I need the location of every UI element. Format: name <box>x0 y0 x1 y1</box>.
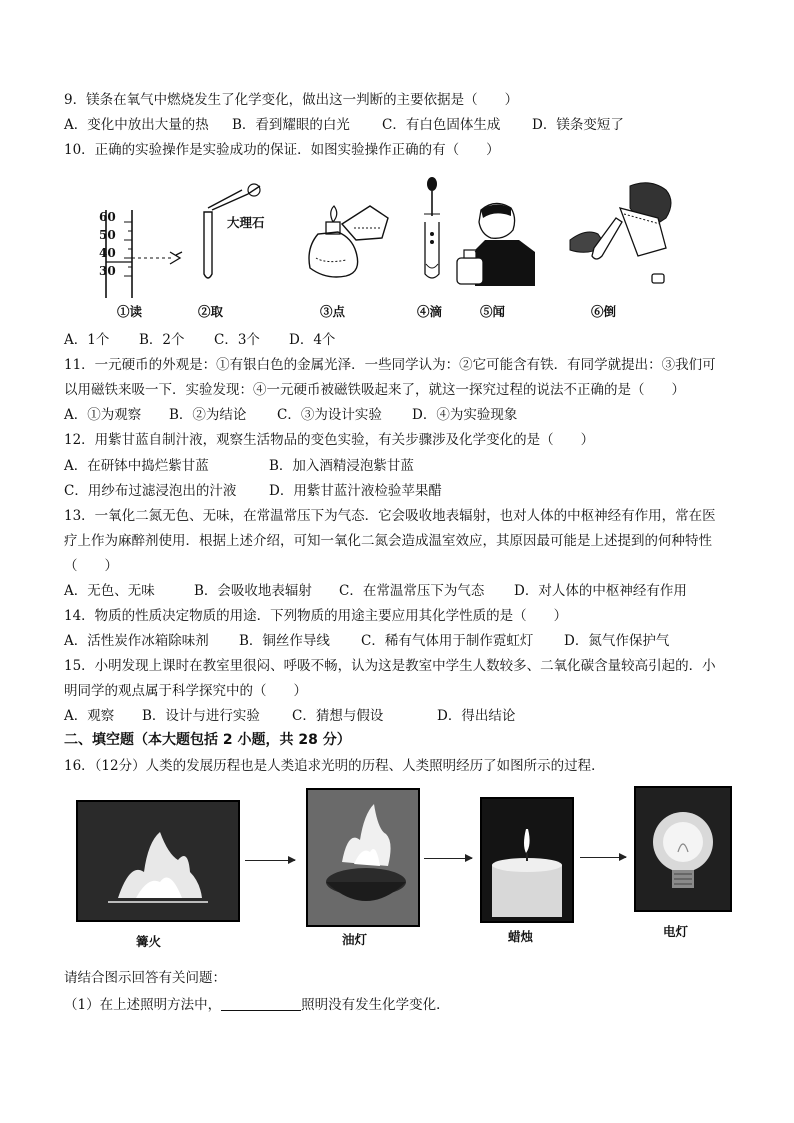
q15-option-b: B．设计与进行实验 <box>142 708 260 724</box>
smelling-figure <box>455 196 540 288</box>
tick-50: 50 <box>99 228 116 242</box>
tick-30: 30 <box>99 264 116 278</box>
q13-option-b: B．会吸收地表辐射 <box>194 583 312 599</box>
tick-60: 60 <box>99 210 116 224</box>
q16-prompt: 请结合图示回答有关问题： <box>64 970 226 986</box>
oil-lamp-photo <box>306 788 420 927</box>
dropper-figure <box>418 176 448 286</box>
q13-option-c: C．在常温常压下为气态 <box>339 583 485 599</box>
arrow-icon <box>424 858 472 859</box>
q11-option-d: D．④为实验现象 <box>412 407 518 423</box>
q13-options <box>64 581 687 601</box>
q11-option-a: A．①为观察 <box>64 407 142 423</box>
q14-option-c: C．稀有气体用于制作霓虹灯 <box>361 633 534 649</box>
q16-sub1-before: （1）在上述照明方法中， <box>64 997 222 1013</box>
candle-photo <box>480 797 574 923</box>
q12-options-row2 <box>64 481 442 501</box>
q10-option-b: B．2个 <box>139 332 185 348</box>
q15-option-a: A．观察 <box>64 708 115 724</box>
q14-option-b: B．铜丝作导线 <box>239 633 330 649</box>
alcohol-lamp-figure <box>296 188 396 288</box>
section-heading-fill-in: 二、填空题（本大题包括 2 小题，共 28 分） <box>64 732 351 748</box>
q10-options <box>64 330 335 350</box>
q13-stem-line2: 疗上作为麻醉剂使用．根据上述介绍，可知一氧化二氮会造成温室效应，其原因最可能是上述提到的何种特性 <box>64 533 712 549</box>
q14-options <box>64 631 669 651</box>
caption-take: ②取 <box>198 304 224 319</box>
cylinder-tick-labels <box>99 208 116 280</box>
q15-stem-line1: 15．小明发现上课时在教室里很闷、呼吸不畅，认为这是教室中学生人数较多、二氧化碳含量较高引起的．小 <box>64 658 716 674</box>
q12-option-d: D．用紫甘蓝汁液检验苹果醋 <box>269 483 442 499</box>
q11-stem-line2: 以用磁铁来吸一下．实验发现：④一元硬币被磁铁吸起来了，就这一探究过程的说法不正确的是（ ） <box>64 382 685 398</box>
q9-option-b: B．看到耀眼的白光 <box>232 117 350 133</box>
q16-stem: 16．（12分）人类的发展历程也是人类追求光明的历程、人类照明经历了如图所示的过程． <box>64 758 605 774</box>
caption-candle: 蜡烛 <box>508 929 534 944</box>
q10-option-c: C．3个 <box>214 332 260 348</box>
pouring-figure <box>558 178 688 288</box>
caption-read: ①读 <box>117 304 143 319</box>
q12-option-b: B．加入酒精浸泡紫甘蓝 <box>269 458 414 474</box>
q16-sub1-after: 照明没有发生化学变化． <box>301 997 450 1013</box>
q9-option-d: D．镁条变短了 <box>532 117 624 133</box>
caption-drip: ④滴 <box>417 304 443 319</box>
q15-option-c: C．猜想与假设 <box>292 708 384 724</box>
q14-option-a: A．活性炭作冰箱除味剂 <box>64 633 209 649</box>
q12-option-c: C．用纱布过滤浸泡出的汁液 <box>64 483 237 499</box>
caption-bonfire: 篝火 <box>136 934 162 949</box>
q12-option-a: A．在研钵中捣烂紫甘蓝 <box>64 458 209 474</box>
arrow-icon <box>245 860 295 861</box>
q12-stem: 12．用紫甘蓝自制汁液，观察生活物品的变色实验，有关步骤涉及化学变化的是（ ） <box>64 432 595 448</box>
q11-option-b: B．②为结论 <box>169 407 247 423</box>
marble-label: 大理石 <box>227 215 265 230</box>
q15-options <box>64 706 515 726</box>
caption-electric-lamp: 电灯 <box>663 924 689 939</box>
q13-stem-line3: （ ） <box>64 558 118 574</box>
q9-stem: 9．镁条在氧气中燃烧发生了化学变化，做出这一判断的主要依据是（ ） <box>64 92 519 108</box>
q10-option-d: D．4个 <box>289 332 336 348</box>
q11-stem-line1: 11．一元硬币的外观是：①有银白色的金属光泽．一些同学认为：②它可能含有铁．有同学就提出：③我们可 <box>64 357 716 373</box>
q13-option-d: D．对人体的中枢神经有作用 <box>514 583 687 599</box>
caption-oil-lamp: 油灯 <box>342 932 368 947</box>
q9-option-c: C．有白色固体生成 <box>382 117 501 133</box>
q14-stem: 14．物质的性质决定物质的用途．下列物质的用途主要应用其化学性质的是（ ） <box>64 608 568 624</box>
test-tube-marble-figure <box>196 180 286 290</box>
q13-option-a: A．无色、无味 <box>64 583 155 599</box>
bonfire-photo <box>76 800 240 922</box>
q11-option-c: C．③为设计实验 <box>277 407 382 423</box>
q9-option-a: A．变化中放出大量的热 <box>64 117 209 133</box>
caption-smell: ⑤闻 <box>480 304 506 319</box>
answer-blank[interactable] <box>221 996 301 1011</box>
q12-options-row1 <box>64 456 414 476</box>
q15-stem-line2: 明同学的观点属于科学探究中的（ ） <box>64 683 307 699</box>
caption-light: ③点 <box>320 304 346 319</box>
q10-option-a: A．1个 <box>64 332 110 348</box>
q13-stem-line1: 13．一氧化二氮无色、无味，在常温常压下为气态．它会吸收地表辐射，也对人体的中枢神经有作用，常在医 <box>64 508 716 524</box>
q9-options <box>64 115 624 135</box>
q14-option-d: D．氮气作保护气 <box>564 633 670 649</box>
q10-stem: 10．正确的实验操作是实验成功的保证．如图实验操作正确的有（ ） <box>64 142 500 158</box>
q11-options <box>64 405 517 425</box>
caption-pour: ⑥倒 <box>591 304 617 319</box>
light-bulb-photo <box>634 786 732 912</box>
q16-sub1 <box>64 995 450 1015</box>
arrow-icon <box>580 857 626 858</box>
q15-option-d: D．得出结论 <box>437 708 516 724</box>
tick-40: 40 <box>99 246 116 260</box>
